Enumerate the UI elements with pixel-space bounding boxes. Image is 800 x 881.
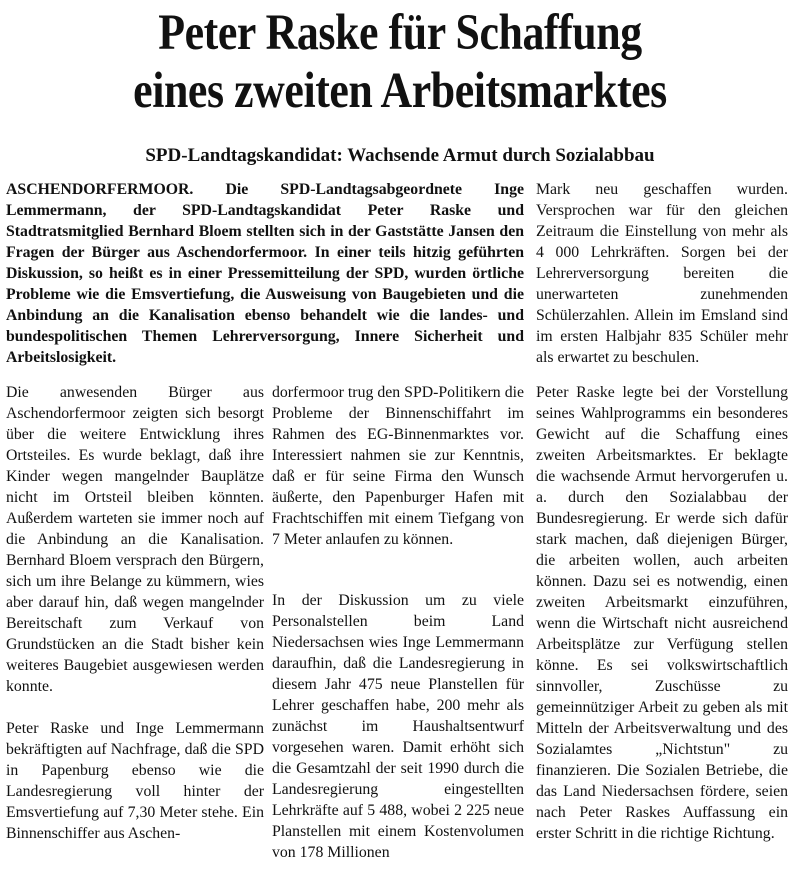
column-2 xyxy=(272,382,524,550)
col1-paragraph-1: Die anwesenden Bürger aus Aschendorfermoor zeigten sich besorgt über die weitere Entwicklung ihres Ortsteiles. Es wurde beklagt, daß ihre Kinder wegen mangelnder Bauplätze nicht im Ortsteil bleiben könnten. Außerdem warteten sie immer noch auf die Anbindung an die Kanalisation. Bernhard Bloem versprach den Bürgern, sich um ihre Belange zu kümmern, wies aber darauf hin, daß wegen mangelnder Bereitschaft zum Verkauf von Grundstücken an die Stadt bisher kein weiteres Baugebiet ausgewiesen werden konnte. xyxy=(6,384,264,695)
lead-paragraph xyxy=(6,179,524,368)
col2-paragraph-2: In der Diskussion um zu viele Personalstellen beim Land Niedersachsen wies Inge Lemmermann daraufhin, daß die Landesregierung in diesem Jahr 475 neue Planstellen für Lehrer geschaffen habe, 200 mehr als zunächst im Haushaltsentwurf vorgesehen waren. Damit erhöht sich die Gesamtzahl der seit 1990 durch die Landesregierung eingestellten Lehrkräfte auf 5 488, wobei 2 225 neue Planstellen mit einem Kostenvolumen von 178 Millionen xyxy=(272,592,524,861)
headline-line-1: Peter Raske für Schaffung xyxy=(158,5,642,61)
lead-text: Die SPD-Landtagsabgeordnete Inge Lemmermann, der SPD-Landtagskandidat Peter Raske und Stadtratsmitglied Bernhard Bloem stellten sich in der Gaststätte Jansen den Fragen der Bürger aus Aschendorfermoor. In einer teils hitzig geführten Diskussion, so heißt es in einer Pressemitteilung der SPD, wurden örtliche Probleme wie die Emsvertiefung, die Ausweisung von Baugebieten und die Anbindung an die Kanalisation ebenso behandelt wie die landes- und bundespolitischen Themen Lehrerversorgung, Innere Sicherheit und Arbeitslosigkeit. xyxy=(6,181,524,366)
headline xyxy=(56,4,744,120)
lead-location: ASCHENDORFERMOOR. xyxy=(6,181,194,198)
subheadline: SPD-Landtagskandidat: Wachsende Armut durch Sozialabbau xyxy=(145,145,655,166)
col1-paragraph-2: Peter Raske und Inge Lemmermann bekräftigten auf Nachfrage, daß die SPD in Papenburg ebenso wie die Landesregierung voll hinter der Emsvertiefung auf 7,30 Meter stehe. Ein Binnenschiffer aus Aschen- xyxy=(6,720,264,842)
col3-paragraph-1: Peter Raske legte bei der Vorstellung seines Wahlprogramms ein besonderes Gewicht auf die Schaffung eines zweiten Arbeitsmarktes. Er beklagte die wachsende Armut hervorgerufen u. a. durch den Sozialabbau der Bundesregierung. Er werde sich dafür stark machen, daß diejenigen Bürger, die arbeiten wollen, auch arbeiten können. Dazu sei es notwendig, einen zweiten Arbeitsmarkt einzuführen, wenn die Wirtschaft nicht ausreichend Arbeitsplätze zur Verfügung stellen könne. Es sei volkswirtschaftlich sinnvoller, Zuschüsse zu gemeinnütziger Arbeit zu geben als mit Mitteln der Arbeitsverwaltung und des Sozialamtes „Nichtstun" zu finanzieren. Die Sozialen Betriebe, die das Land Niedersachsen fördere, seien nach Peter Raskes Auffassung ein erster Schritt in die richtige Richtung. xyxy=(536,384,788,842)
headline-line-2: eines zweiten Arbeitsmarktes xyxy=(133,63,667,119)
col3-top-paragraph: Mark neu geschaffen wurden. Versprochen war für den gleichen Zeitraum die Einstellung von mehr als 4 000 Lehrkräften. Sorgen bei der Lehrerversorgung bereiten die unerwarteten zunehmenden Schülerzahlen. Allein im Emsland sind im ersten Halbjahr 835 Schüler mehr als erwartet zu beschulen. xyxy=(536,181,788,366)
column-1 xyxy=(6,382,264,844)
column-3 xyxy=(536,382,788,844)
col2-paragraph-1: dorfermoor trug den SPD-Politikern die Probleme der Binnenschiffahrt im Rahmen des EG-Binnenmarktes vor. Interessiert nahmen sie zur Kenntnis, daß er für seine Firma den Wunsch äußerte, den Papenburger Hafen mit Frachtschiffen mit einem Tiefgang von 7 Meter anlaufen zu können. xyxy=(272,384,524,548)
column-3-top xyxy=(536,179,788,368)
column-2-bottom xyxy=(272,590,524,863)
